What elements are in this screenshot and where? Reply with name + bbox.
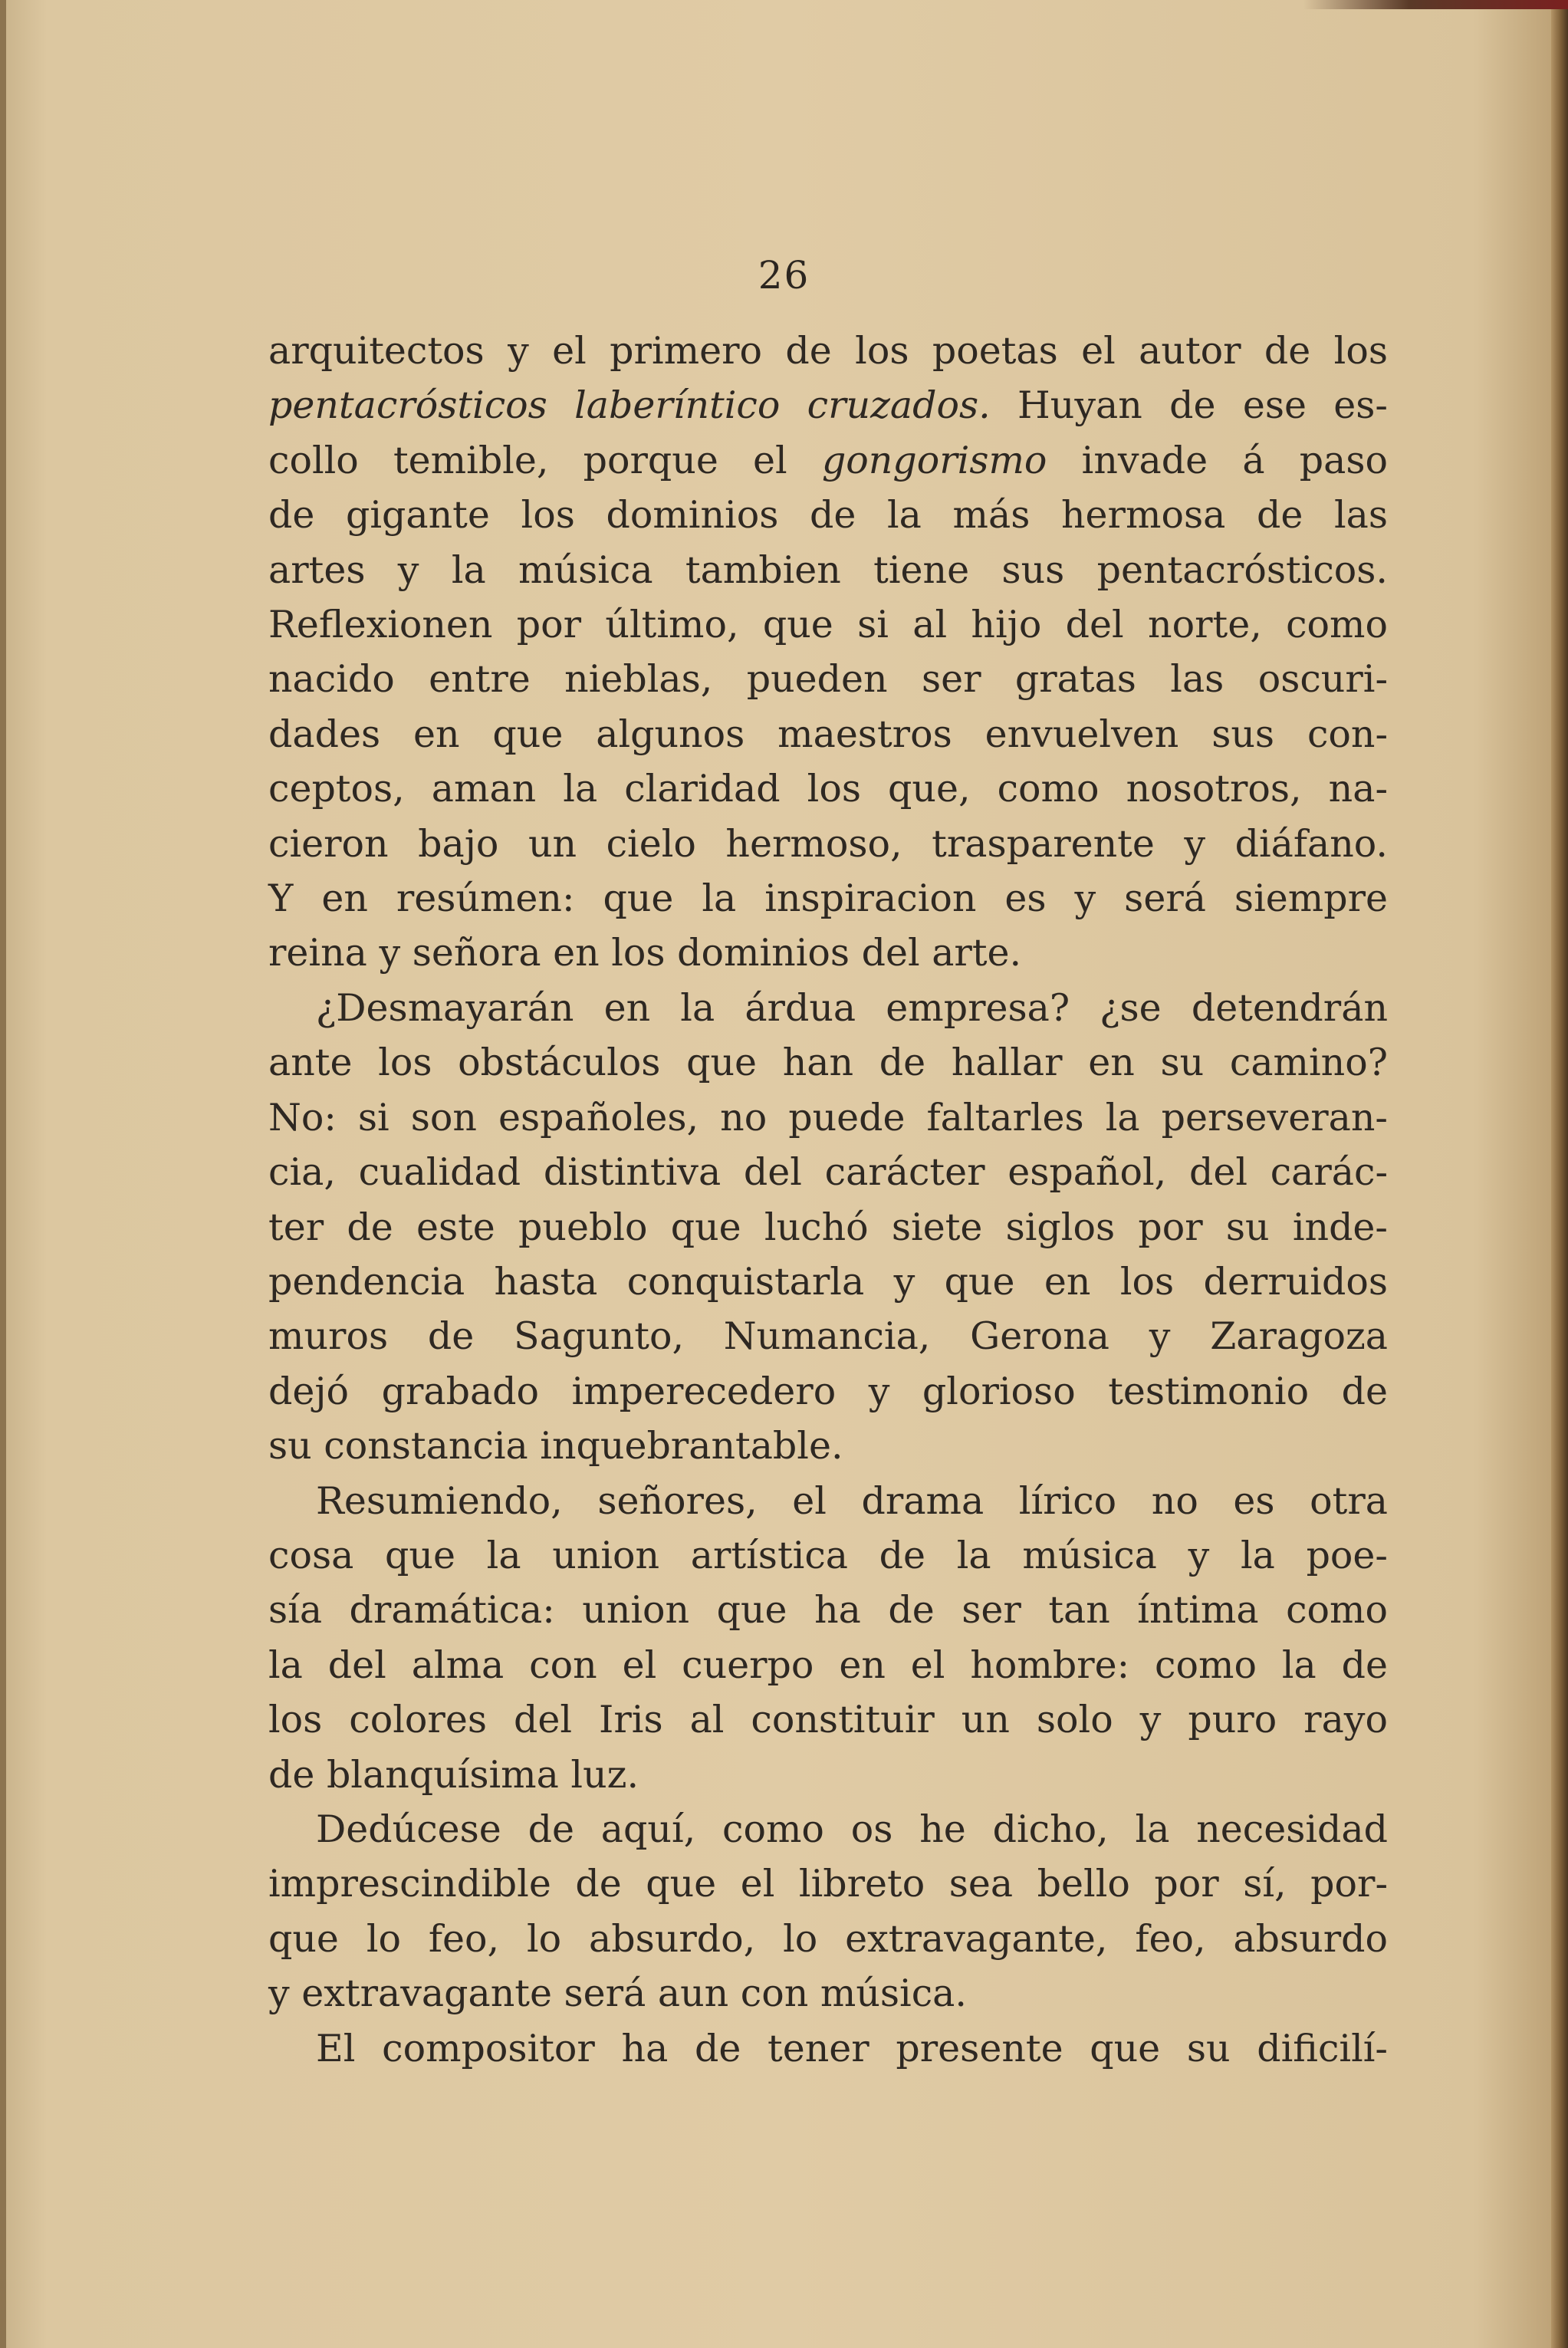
binding-strip bbox=[1303, 0, 1568, 9]
text-line: Y en resúmen: que la inspiracion es y será siempre bbox=[268, 876, 1388, 921]
text-line: dejó grabado imperecedero y glorioso testimonio de bbox=[268, 1369, 1388, 1413]
text-line: Dedúcese de aquí, como os he dicho, la necesidad bbox=[316, 1807, 1388, 1851]
text-line: y extravagante será aun con música. bbox=[268, 1971, 967, 2016]
text-line: cia, cualidad distintiva del carácter español, del carác- bbox=[268, 1150, 1388, 1195]
text-line: nacido entre nieblas, pueden ser gratas las oscuri- bbox=[268, 657, 1388, 702]
text-line: ceptos, aman la claridad los que, como nosotros, na- bbox=[268, 767, 1388, 811]
text-line: Resumiendo, señores, el drama lírico no es otra bbox=[316, 1478, 1388, 1523]
text-line: la del alma con el cuerpo en el hombre: como la de bbox=[268, 1643, 1388, 1687]
text-line: su constancia inquebrantable. bbox=[268, 1424, 843, 1468]
text-line: cieron bajo un cielo hermoso, trasparente y diáfano. bbox=[268, 821, 1388, 866]
page-left-edge bbox=[0, 0, 6, 2348]
text-line: cosa que la union artística de la música y la poe- bbox=[268, 1533, 1388, 1577]
text-line: que lo feo, lo absurdo, lo extravagante, feo, absurdo bbox=[268, 1916, 1388, 1961]
text-line: collo temible, porque el gongorismo invade á paso bbox=[268, 438, 1388, 482]
text-line: artes y la música tambien tiene sus pentacrósticos. bbox=[268, 548, 1388, 592]
text-line: ante los obstáculos que han de hallar en su camino? bbox=[268, 1041, 1388, 1085]
text-line: sía dramática: union que ha de ser tan íntima como bbox=[268, 1588, 1388, 1633]
page-right-edge bbox=[1551, 0, 1568, 2348]
text-line: de blanquísima luz. bbox=[268, 1752, 639, 1797]
text-line: pendencia hasta conquistarla y que en los derruidos bbox=[268, 1259, 1388, 1304]
text-line: imprescindible de que el libreto sea bello por sí, por- bbox=[268, 1862, 1388, 1906]
body-text bbox=[268, 324, 1388, 2076]
text-line: de gigante los dominios de la más hermosa de las bbox=[268, 493, 1388, 538]
text-line: ¿Desmayarán en la árdua empresa? ¿se detendrán bbox=[316, 985, 1388, 1030]
text-line: ter de este pueblo que luchó siete siglos por su inde- bbox=[268, 1205, 1388, 1249]
text-line: reina y señora en los dominios del arte. bbox=[268, 931, 1022, 975]
text-line: El compositor ha de tener presente que su dificilí- bbox=[316, 2026, 1388, 2070]
text-line: los colores del Iris al constituir un solo y puro rayo bbox=[268, 1698, 1388, 1742]
text-line: dades en que algunos maestros envuelven sus con- bbox=[268, 712, 1388, 756]
page-number: 26 bbox=[758, 253, 810, 298]
text-line: muros de Sagunto, Numancia, Gerona y Zaragoza bbox=[268, 1314, 1388, 1359]
text-line: No: si son españoles, no puede faltarles la perseveran- bbox=[268, 1095, 1388, 1139]
text-line: pentacrósticos laberíntico cruzados. Huyan de ese es- bbox=[268, 383, 1388, 428]
text-line: Reflexionen por último, que si al hijo del norte, como bbox=[268, 603, 1388, 647]
text-line: arquitectos y el primero de los poetas el autor de los bbox=[268, 329, 1388, 373]
